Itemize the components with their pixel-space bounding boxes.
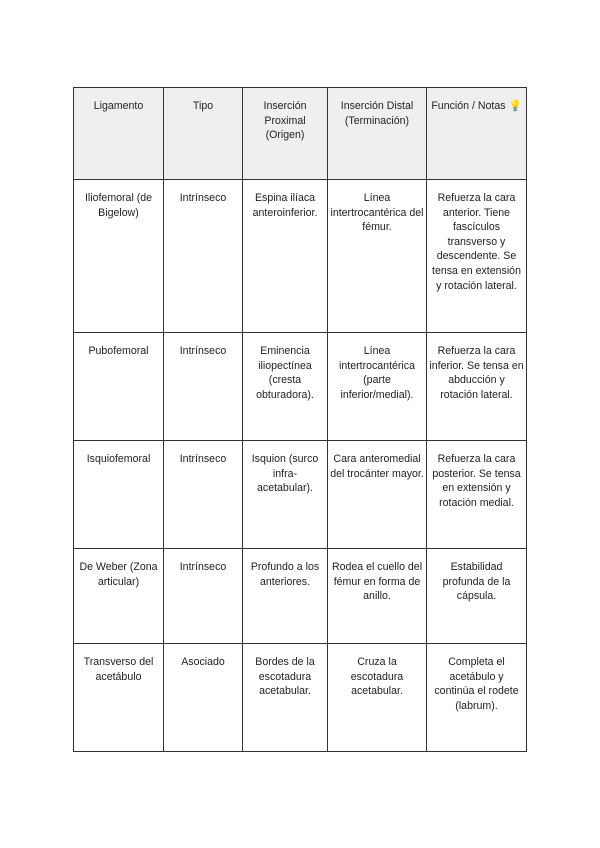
cell-distal: Línea intertrocantérica (parte inferior/medial).	[328, 333, 427, 441]
table-row	[74, 333, 527, 441]
header-insercion-distal: Inserción Distal (Terminación)	[328, 88, 427, 180]
cell-ligamento: Isquiofemoral	[74, 441, 164, 549]
cell-proximal: Eminencia iliopectínea (cresta obturadora).	[243, 333, 328, 441]
table-row	[74, 441, 527, 549]
ligament-table	[73, 87, 527, 752]
cell-funcion: Refuerza la cara inferior. Se tensa en abducción y rotación lateral.	[427, 333, 527, 441]
cell-funcion: Refuerza la cara anterior. Tiene fascículos transverso y descendente. Se tensa en extensión y rotación lateral.	[427, 180, 527, 333]
cell-tipo: Intrínseco	[164, 333, 243, 441]
cell-distal: Rodea el cuello del fémur en forma de anillo.	[328, 549, 427, 644]
table-row	[74, 644, 527, 752]
cell-proximal: Isquion (surco infra-acetabular).	[243, 441, 328, 549]
cell-tipo: Intrínseco	[164, 180, 243, 333]
cell-proximal: Profundo a los anteriores.	[243, 549, 328, 644]
header-tipo: Tipo	[164, 88, 243, 180]
header-ligamento: Ligamento	[74, 88, 164, 180]
cell-funcion: Refuerza la cara posterior. Se tensa en extensión y rotación medial.	[427, 441, 527, 549]
cell-distal: Cara anteromedial del trocánter mayor.	[328, 441, 427, 549]
table-header-row	[74, 88, 527, 180]
cell-tipo: Intrínseco	[164, 549, 243, 644]
cell-ligamento: De Weber (Zona articular)	[74, 549, 164, 644]
cell-distal: Línea intertrocantérica del fémur.	[328, 180, 427, 333]
cell-funcion: Completa el acetábulo y continúa el rodete (labrum).	[427, 644, 527, 752]
cell-tipo: Asociado	[164, 644, 243, 752]
cell-proximal: Bordes de la escotadura acetabular.	[243, 644, 328, 752]
cell-funcion: Estabilidad profunda de la cápsula.	[427, 549, 527, 644]
table-row	[74, 180, 527, 333]
cell-ligamento: Iliofemoral (de Bigelow)	[74, 180, 164, 333]
cell-ligamento: Transverso del acetábulo	[74, 644, 164, 752]
table-row	[74, 549, 527, 644]
cell-tipo: Intrínseco	[164, 441, 243, 549]
cell-proximal: Espina ilíaca anteroinferior.	[243, 180, 328, 333]
cell-distal: Cruza la escotadura acetabular.	[328, 644, 427, 752]
header-insercion-proximal: Inserción Proximal (Origen)	[243, 88, 328, 180]
header-funcion-notas: Función / Notas 💡	[427, 88, 527, 180]
cell-ligamento: Pubofemoral	[74, 333, 164, 441]
